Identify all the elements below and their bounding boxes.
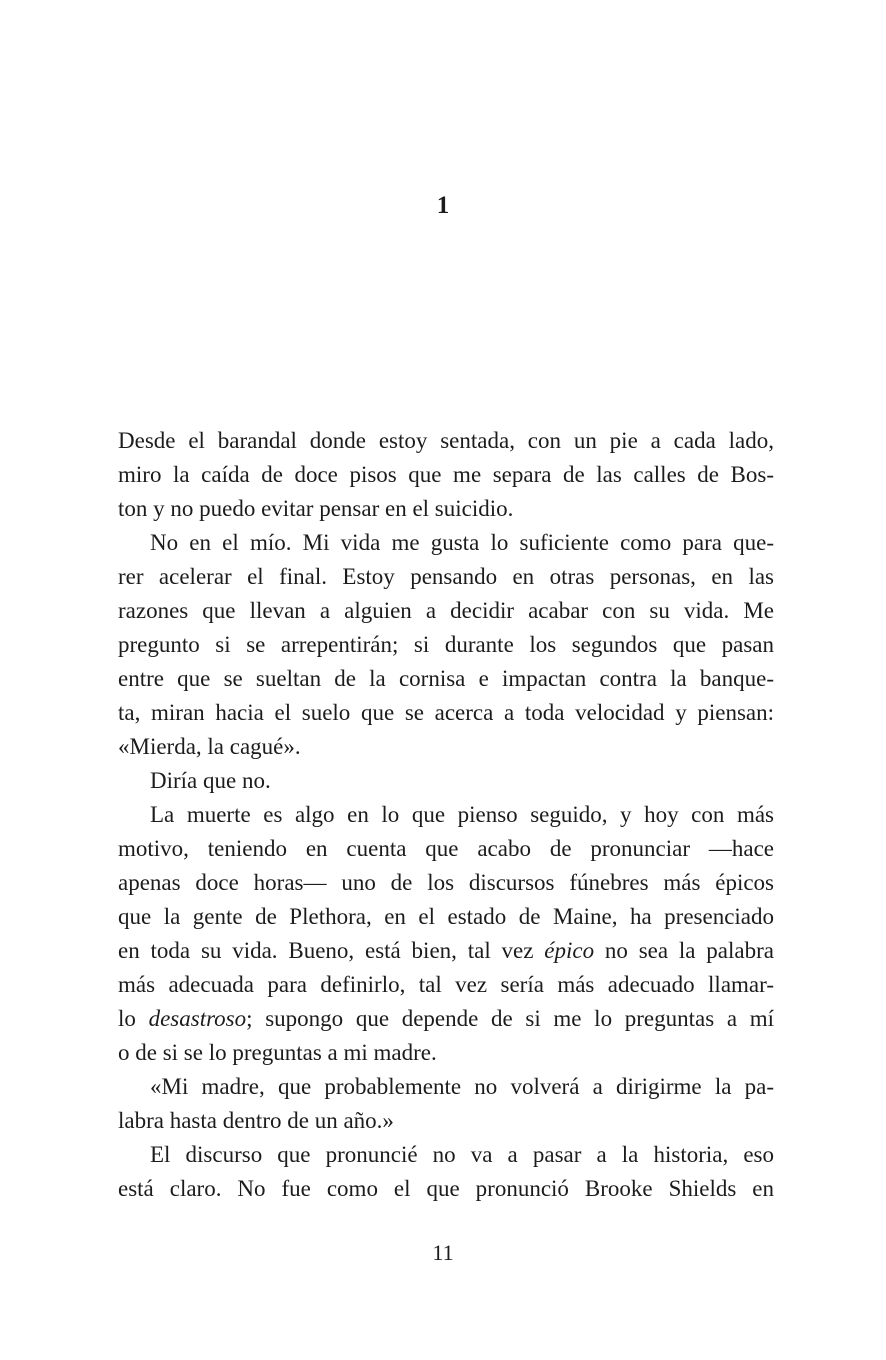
text-line: rer acelerar el final. Estoy pensando en otras personas, en las [118,564,774,589]
text-run: no sea la palabra [594,938,774,963]
italic-word: desastroso [148,1006,247,1031]
chapter-number: 1 [436,192,450,219]
paragraph [118,764,774,798]
text-line: ton y no puedo evitar pensar en el suicidio. [118,496,514,521]
text-line: ta, miran hacia el suelo que se acerca a toda velocidad y piensan: [118,700,774,725]
text-line: apenas doce horas— uno de los discursos fúnebres más épicos [118,870,774,895]
paragraph [118,424,774,526]
paragraph [118,526,774,764]
text-line: «Mierda, la cagué». [118,734,301,759]
text-line: labra hasta dentro de un año.» [118,1108,394,1133]
text-run: lo [118,1006,149,1031]
paragraph [118,798,774,1070]
text-run: ; supongo que depende de si me lo preguntas a mí [246,1006,775,1031]
text-line: entre que se sueltan de la cornisa e impactan contra la banque- [118,666,774,691]
text-line: Desde el barandal donde estoy sentada, con un pie a cada lado, [118,428,774,453]
text-line: razones que llevan a alguien a decidir acabar con su vida. Me [118,598,774,623]
paragraph [118,1138,774,1206]
text-line: motivo, teniendo en cuenta que acabo de pronunciar —hace [118,836,774,861]
text-line-with-italic [118,934,774,968]
text-line: que la gente de Plethora, en el estado de Maine, ha presenciado [118,904,774,929]
paragraph [118,1070,774,1138]
text-line: No en el mío. Mi vida me gusta lo suficiente como para que- [150,530,774,555]
text-line: La muerte es algo en lo que pienso seguido, y hoy con más [150,802,774,827]
text-run: en toda su vida. Bueno, está bien, tal vez [118,938,545,963]
text-line: está claro. No fue como el que pronunció Brooke Shields en [118,1176,774,1201]
italic-word: épico [544,938,595,963]
body-text [118,424,774,1206]
text-line: Diría que no. [150,768,271,793]
page-number: 11 [432,1240,454,1265]
text-line: más adecuada para definirlo, tal vez sería más adecuado llamar- [118,972,774,997]
text-line-with-italic [118,1002,774,1036]
text-line: «Mi madre, que probablemente no volverá a dirigirme la pa- [150,1074,774,1099]
text-line: El discurso que pronuncié no va a pasar a la historia, eso [150,1142,774,1167]
text-line: o de si se lo preguntas a mi madre. [118,1040,437,1065]
text-line: miro la caída de doce pisos que me separa de las calles de Bos- [118,462,774,487]
text-line: pregunto si se arrepentirán; si durante los segundos que pasan [118,632,774,657]
